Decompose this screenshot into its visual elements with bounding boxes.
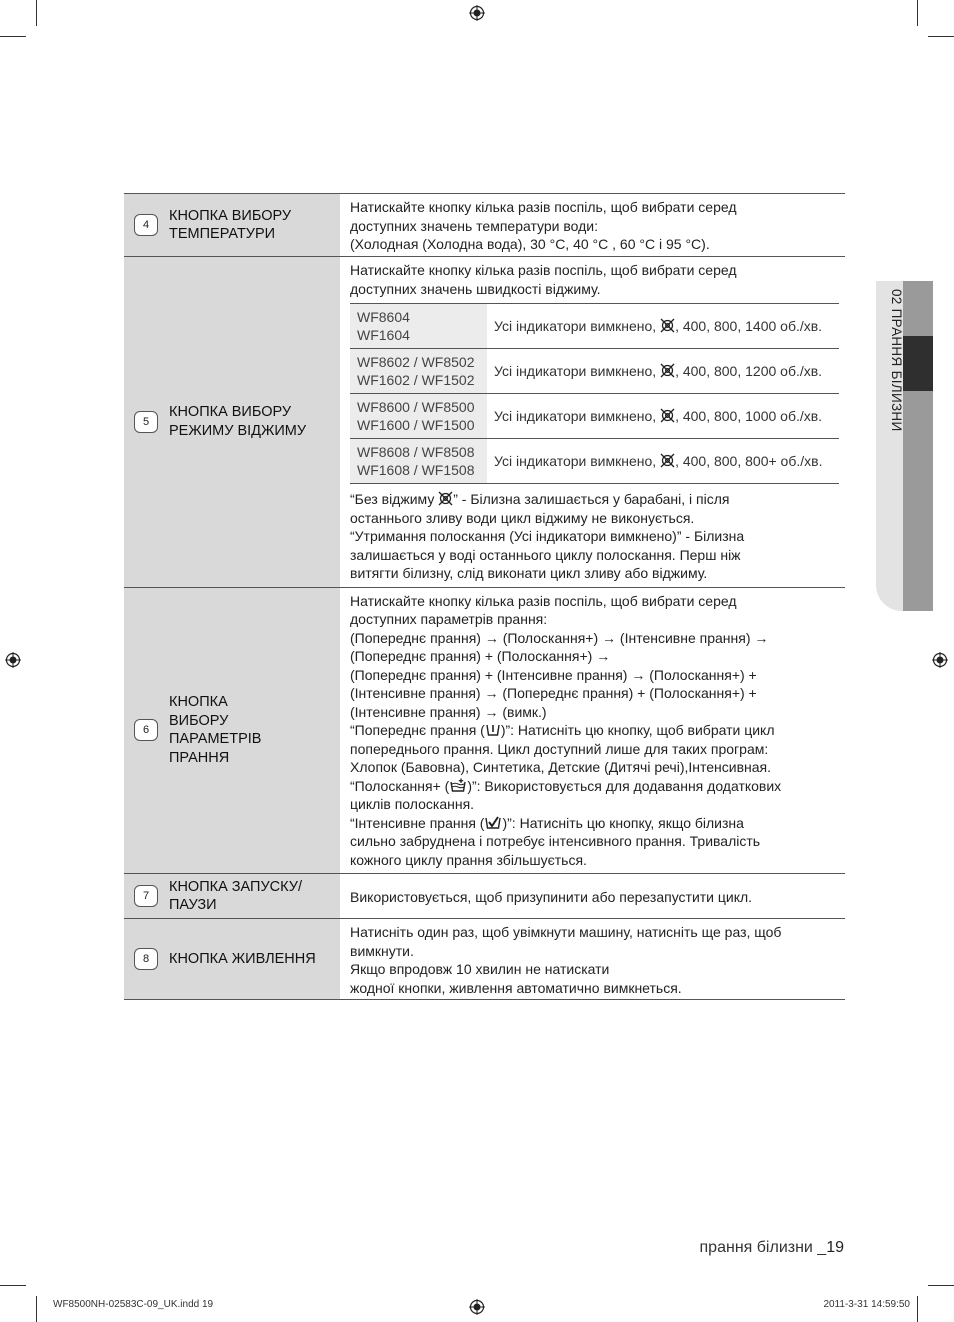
- chapter-tab-label: 02 ПРАННЯ БІЛИЗНИ: [889, 289, 904, 432]
- row-description-cell: [340, 874, 845, 919]
- description-line: Натискайте кнопку кілька разів поспіль, щоб вибрати серед: [350, 592, 737, 609]
- item-number-badge: 8: [134, 948, 158, 970]
- description-line: (Попереднє прання) + (Полоскання+) →: [350, 648, 611, 664]
- description-line: “Полоскання+ ( )”: Використовується для додавання додаткових: [350, 777, 782, 794]
- description-line: жодної кнопки, живлення автоматично вимкнеться.: [350, 979, 682, 996]
- description-line: попереднього прання. Цикл доступний лише для таких програм:: [350, 740, 769, 757]
- speed-cell: Усі індикатори вимкнено, , 400, 800, 1000 об./хв.: [487, 394, 839, 439]
- spin-table-row: [350, 439, 839, 484]
- item-label: КНОПКА ВИБОРУ ТЕМПЕРАТУРИ: [169, 207, 292, 242]
- spin-table-row: [350, 304, 839, 349]
- row-description-cell: [340, 587, 845, 874]
- spin-speed-table: [350, 303, 839, 484]
- description-line: Натискайте кнопку кілька разів поспіль, щоб вибрати серед: [350, 262, 737, 278]
- page-number: 19: [826, 1239, 844, 1256]
- description-line: циклів полоскання.: [350, 796, 475, 812]
- rinse-plus-icon: [449, 778, 467, 793]
- description-line: “Без віджиму ” - Білизна залишається у барабані, і після: [350, 491, 730, 507]
- description-line: (Холодная (Холодна вода), 30 °C, 40 °C , 60 °C і 95 °C).: [350, 236, 710, 252]
- row-label-cell: [124, 257, 340, 588]
- description-line: доступних значень температури води:: [350, 217, 599, 234]
- page-footer: [700, 1239, 844, 1257]
- description-line: доступних значень швидкості віджиму.: [350, 280, 601, 297]
- table-row: [124, 257, 845, 588]
- row-description-cell: [340, 257, 845, 588]
- item-number-badge: 6: [134, 719, 158, 741]
- section-name: прання білизни _: [699, 1239, 827, 1256]
- description-line: останнього зливу води цикл віджиму не виконується.: [350, 509, 695, 526]
- model-cell: WF8600 / WF8500 WF1600 / WF1500: [350, 394, 487, 439]
- chapter-tab: [876, 281, 933, 611]
- spin-table-row: [350, 394, 839, 439]
- crop-mark: [928, 1285, 954, 1286]
- speed-cell: Усі індикатори вимкнено, , 400, 800, 800+ об./хв.: [487, 439, 839, 484]
- crop-mark: [917, 1296, 918, 1322]
- crop-mark: [917, 0, 918, 26]
- speed-cell: Усі індикатори вимкнено, , 400, 800, 1400 об./хв.: [487, 304, 839, 349]
- item-label: КНОПКА ЗАПУСКУ/ ПАУЗИ: [169, 878, 302, 913]
- no-spin-icon: [660, 318, 675, 333]
- crop-mark: [0, 36, 26, 37]
- crop-mark: [928, 36, 954, 37]
- item-label: КНОПКА ВИБОРУ РЕЖИМУ ВІДЖИМУ: [169, 404, 307, 439]
- description-line: “Утримання полоскання (Усі індикатори вимкнено)” - Білизна: [350, 528, 745, 544]
- description-line: (Попереднє прання) → (Полоскання+) → (Інтенсивне прання) →: [350, 629, 769, 646]
- table-row: [124, 919, 845, 1000]
- description-line: Натисніть один раз, щоб увімкнути машину, натисніть ще раз, щоб: [350, 924, 782, 940]
- item-label: КНОПКА ЖИВЛЕННЯ: [169, 950, 316, 967]
- item-number-badge: 7: [134, 885, 158, 907]
- description-line: сильно забруднена і потребує інтенсивного прання. Тривалість: [350, 833, 761, 849]
- description-line: Натискайте кнопку кілька разів поспіль, щоб вибрати серед: [350, 199, 737, 215]
- description-line: Хлопок (Бавовна), Синтетика, Детские (Дитячі речі),Інтенсивная.: [350, 759, 772, 775]
- model-cell: WF8608 / WF8508 WF1608 / WF1508: [350, 439, 487, 484]
- description-line: Використовується, щоб призупинити або перезапустити цикл.: [350, 888, 753, 905]
- item-number-badge: 4: [134, 214, 158, 236]
- row-label-cell: [124, 919, 340, 1000]
- no-spin-icon: [660, 408, 675, 423]
- item-number-badge: 5: [134, 411, 158, 433]
- table-row: [124, 874, 845, 919]
- description-line: доступних параметрів прання:: [350, 611, 548, 627]
- row-label-cell: [124, 874, 340, 919]
- print-date-info: 2011-3-31 14:59:50: [823, 1299, 910, 1310]
- description-line: вимкнути.: [350, 942, 414, 959]
- registration-mark-icon: [469, 1299, 485, 1315]
- description-line: (Інтенсивне прання) → (Попереднє прання) + (Полоскання+) +: [350, 685, 757, 701]
- description-line: “Попереднє прання ( )”: Натисніть цю кнопку, щоб вибрати цикл: [350, 722, 775, 738]
- crop-mark: [0, 1285, 26, 1286]
- description-line: витягти білизну, слід виконати цикл зливу або віджиму.: [350, 565, 708, 581]
- registration-mark-icon: [5, 652, 21, 668]
- description-line: Якщо впродовж 10 хвилин не натискати: [350, 961, 610, 977]
- no-spin-icon: [438, 491, 453, 506]
- model-cell: WF8604 WF1604: [350, 304, 487, 349]
- prewash-icon: [485, 722, 501, 737]
- registration-mark-icon: [932, 652, 948, 668]
- table-row: [124, 587, 845, 874]
- description-line: кожного циклу прання збільшується.: [350, 851, 587, 868]
- registration-mark-icon: [469, 5, 485, 21]
- model-cell: WF8602 / WF8502 WF1602 / WF1502: [350, 349, 487, 394]
- row-label-cell: [124, 587, 340, 874]
- row-label-cell: [124, 194, 340, 257]
- description-line: (Інтенсивне прання) → (вимк.): [350, 703, 547, 720]
- crop-mark: [36, 1296, 37, 1322]
- no-spin-icon: [660, 363, 675, 378]
- table-row: [124, 194, 845, 257]
- row-description-cell: [340, 194, 845, 257]
- no-spin-icon: [660, 453, 675, 468]
- crop-mark: [36, 0, 37, 26]
- description-line: “Інтенсивне прання ( )”: Натисніть цю кнопку, якщо білизна: [350, 814, 744, 831]
- item-label: КНОПКА ВИБОРУ ПАРАМЕТРІВ ПРАННЯ: [169, 694, 262, 766]
- print-file-info: WF8500NH-02583C-09_UK.indd 19: [53, 1299, 214, 1310]
- description-line: (Попереднє прання) + (Інтенсивне прання) → (Полоскання+) +: [350, 666, 757, 683]
- intensive-wash-icon: [484, 815, 502, 830]
- speed-cell: Усі індикатори вимкнено, , 400, 800, 1200 об./хв.: [487, 349, 839, 394]
- description-line: залишається у воді останнього циклу полоскання. Перш ніж: [350, 546, 741, 563]
- row-description-cell: [340, 919, 845, 1000]
- spin-table-row: [350, 349, 839, 394]
- control-panel-table: [124, 193, 845, 1000]
